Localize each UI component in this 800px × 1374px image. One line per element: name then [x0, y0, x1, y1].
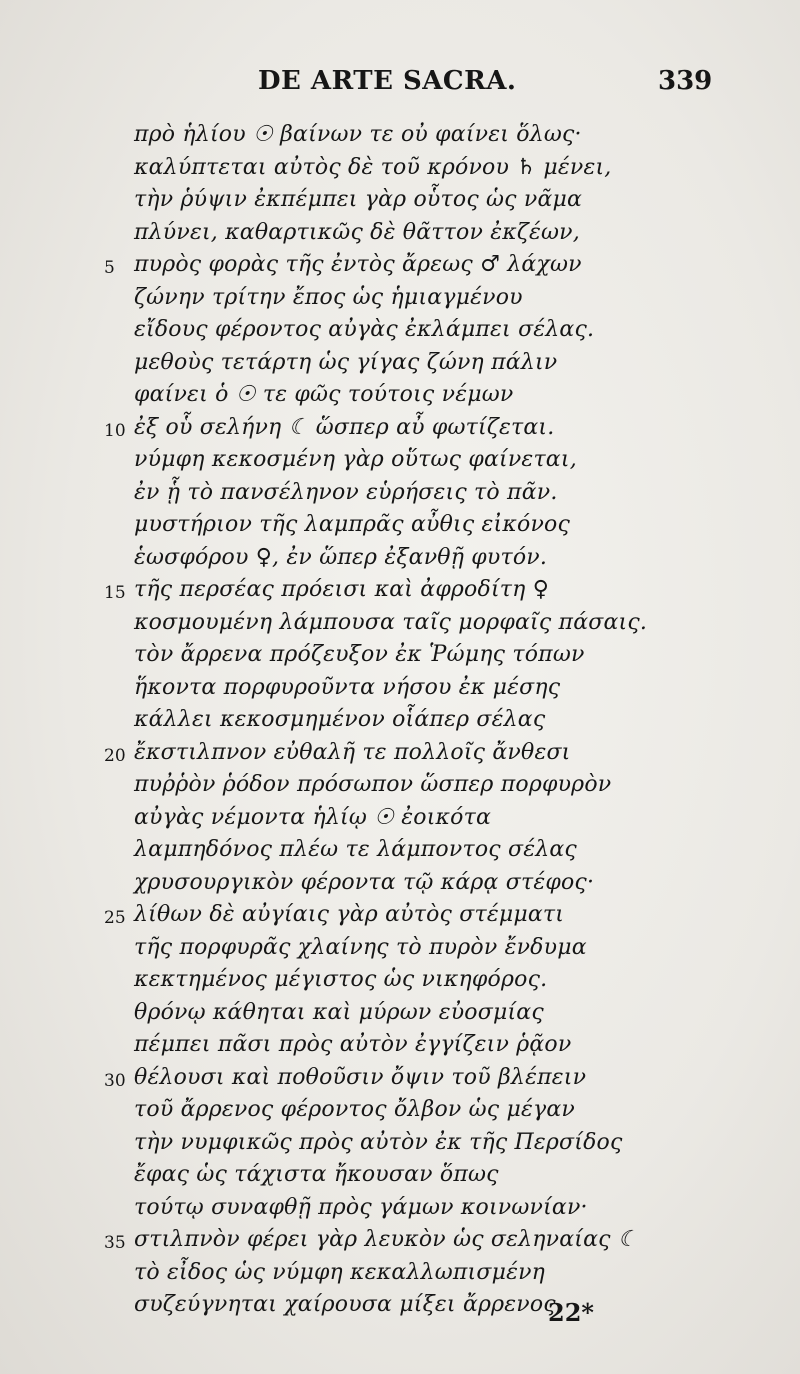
verse-line-text: νύμφη κεκοσμένη γὰρ οὕτως φαίνεται, [134, 447, 577, 472]
verse-line-text: καλύπτεται αὐτὸς δὲ τοῦ κρόνου ♄ μένει, [134, 154, 612, 180]
verse-line-text: πρὸ ἡλίου ☉ βαίνων τε οὐ φαίνει ὅλως· [134, 122, 582, 147]
verse-line [0, 447, 800, 480]
verse-line [0, 1292, 800, 1325]
verse-line [0, 512, 800, 545]
verse-line [0, 545, 800, 578]
verse-line-text: μυστήριον τῆς λαμπρᾶς αὖθις εἰκόνος [134, 512, 570, 537]
verse-line-text: λαμπηδόνος πλέω τε λάμποντος σέλας [134, 837, 577, 862]
verse-line-text: στιλπνὸν φέρει γὰρ λευκὸν ὡς σεληναίας ☾ [134, 1227, 638, 1252]
verse-line-text: κοσμουμένη λάμπουσα ταῖς μορφαῖς πάσαις. [134, 609, 648, 635]
verse-line-text: χρυσουργικὸν φέροντα τῷ κάρᾳ στέφος· [134, 869, 595, 895]
verse-line-text: τοῦ ἄρρενος φέροντος ὄλβον ὡς μέγαν [134, 1097, 575, 1122]
running-head [0, 66, 800, 106]
verse-line-text: πέμπει πᾶσι πρὸς αὐτὸν ἐγγίζειν ῥᾷον [134, 1032, 572, 1057]
verse-line [0, 350, 800, 383]
verse-line [0, 1097, 800, 1130]
verse-line [0, 805, 800, 838]
verse-line [0, 317, 800, 350]
verse-line [0, 252, 800, 285]
verse-line-text: ἑωσφόρου ♀, ἐν ὥπερ ἐξανθῇ φυτόν. [134, 544, 548, 570]
verse-line-text: φαίνει ὁ ☉ τε φῶς τούτοις νέμων [134, 382, 514, 407]
verse-line [0, 1130, 800, 1163]
line-number: 15 [104, 583, 126, 603]
line-number: 5 [104, 258, 115, 278]
verse-line-text: ἐξ οὗ σελήνη ☾ ὥσπερ αὖ φωτίζεται. [134, 414, 555, 440]
verse-line [0, 122, 800, 155]
verse-line [0, 480, 800, 513]
verse-line-text: πυῤῥὸν ῥόδον πρόσωπον ὥσπερ πορφυρὸν [134, 772, 612, 797]
verse-line-text: λίθων δὲ αὐγίαις γὰρ αὐτὸς στέμματι [134, 902, 565, 927]
line-number: 10 [104, 420, 126, 441]
verse-line [0, 1032, 800, 1065]
verse-line [0, 220, 800, 253]
verse-line-text: τῆς περσέας πρόεισι καὶ ἀφροδίτη ♀ [134, 577, 550, 602]
verse-line [0, 610, 800, 643]
verse-line [0, 772, 800, 805]
verse-line [0, 935, 800, 968]
verse-line-text: ἔκστιλπνον εὐθαλῆ τε πολλοῖς ἄνθεσι [134, 739, 571, 765]
verse-line [0, 1195, 800, 1228]
verse-line-text: τὸν ἄρρενα πρόζευξον ἐκ Ῥώμης τόπων [134, 642, 585, 667]
running-head-title: DE ARTE SACRA. [258, 66, 517, 96]
line-number: 25 [104, 908, 126, 928]
verse-line [0, 1260, 800, 1293]
verse-line [0, 285, 800, 318]
verse-line-text: πλύνει, καθαρτικῶς δὲ θᾶττον ἐκζέων, [134, 219, 580, 245]
page-number: 339 [658, 66, 713, 96]
verse-line-text: κάλλει κεκοσμημένον οἷάπερ σέλας [134, 707, 546, 732]
verse-line-text: μεθοὺς τετάρτη ὡς γίγας ζώνη πάλιν [134, 349, 558, 375]
verse-line-text: τούτῳ συναφθῇ πρὸς γάμων κοινωνίαν· [134, 1194, 588, 1220]
verse-line [0, 1227, 800, 1260]
verse-line-text: τὴν ῥύψιν ἐκπέμπει γὰρ οὗτος ὡς νᾶμα [134, 187, 583, 212]
verse-line [0, 740, 800, 773]
verse-line [0, 577, 800, 610]
verse-line [0, 1162, 800, 1195]
signature-mark: 22* [548, 1298, 594, 1327]
verse-line-text: ἔφας ὡς τάχιστα ἤκουσαν ὅπως [134, 1162, 499, 1187]
verse-line-text: συζεύγνηται χαίρουσα μίξει ἄρρενος [134, 1292, 556, 1317]
verse-line-text: ἐν ᾗ τὸ πανσέληνον εὑρήσεις τὸ πᾶν. [134, 479, 558, 505]
verse-line [0, 155, 800, 188]
verse-line-text: τὸ εἶδος ὡς νύμφη κεκαλλωπισμένη [134, 1259, 546, 1285]
verse-line-text: αὐγὰς νέμοντα ἡλίῳ ☉ ἐοικότα [134, 804, 492, 830]
verse-line [0, 642, 800, 675]
verse-line [0, 187, 800, 220]
line-number: 35 [104, 1233, 126, 1253]
verse-line-text: τῆς πορφυρᾶς χλαίνης τὸ πυρὸν ἔνδυμα [134, 934, 587, 960]
verse-line [0, 1065, 800, 1098]
verse-line-text: θρόνῳ κάθηται καὶ μύρων εὐοσμίας [134, 999, 544, 1025]
verse-line [0, 967, 800, 1000]
verse-line [0, 902, 800, 935]
verse-line-text: ζώνην τρίτην ἔπος ὡς ἡμιαγμένου [134, 284, 523, 310]
line-number: 20 [104, 745, 126, 766]
verse-line [0, 837, 800, 870]
verse-line-text: θέλουσι καὶ ποθοῦσιν ὄψιν τοῦ βλέπειν [134, 1064, 587, 1090]
verse-line [0, 870, 800, 903]
line-number: 30 [104, 1070, 126, 1091]
verse-line-text: ἥκοντα πορφυροῦντα νήσου ἐκ μέσης [134, 674, 561, 700]
verse-line [0, 675, 800, 708]
greek-verse-text [0, 122, 800, 1325]
verse-line-text: εἴδους φέροντος αὐγὰς ἐκλάμπει σέλας. [134, 317, 595, 342]
verse-line [0, 415, 800, 448]
verse-line-text: κεκτημένος μέγιστος ὡς νικηφόρος. [134, 967, 548, 992]
verse-line [0, 707, 800, 740]
verse-line [0, 1000, 800, 1033]
verse-line-text: τὴν νυμφικῶς πρὸς αὐτὸν ἐκ τῆς Περσίδος [134, 1129, 623, 1155]
verse-line [0, 382, 800, 415]
verse-line-text: πυρὸς φορὰς τῆς ἐντὸς ἄρεως ♂ λάχων [134, 252, 582, 277]
